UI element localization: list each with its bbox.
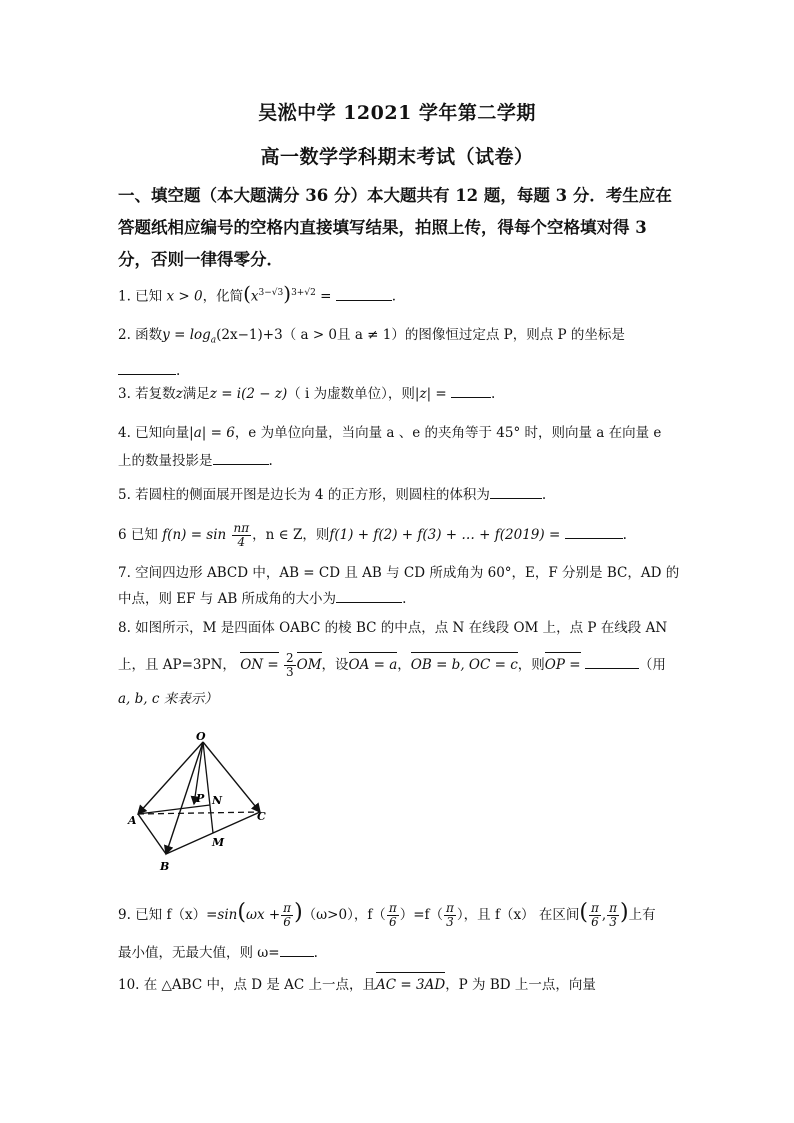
q9-mid: ）=f（ [399, 907, 444, 923]
q1-prefix: 1. 已知 [118, 288, 163, 305]
label-m: M [212, 836, 225, 849]
q6-sum: f(1) + f(2) + f(3) + … + f(2019) = [329, 527, 561, 543]
q10-rest: ，P 为 BD 上一点，向量 [445, 977, 596, 993]
q8-line2-a: 上，且 AP=3PN， [118, 657, 236, 673]
q5-end: . [541, 487, 547, 503]
exam-title-line1: 吴淞中学 12021 学年第二学期 [258, 102, 536, 124]
q9-end1: 上有 [628, 907, 656, 923]
answer-blank[interactable] [118, 362, 176, 375]
q9-n2: π [446, 901, 454, 915]
q9-d4: 3 [609, 915, 617, 929]
q3-eq: z = i(2 − z) [209, 386, 288, 402]
q4-line2: 上的数量投影是 [118, 453, 213, 469]
answer-blank[interactable] [585, 656, 639, 669]
q8-line1: 8. 如图所示，M 是四面体 OABC 的棱 BC 的中点，点 N 在线段 OM 上，点 P 在线段 AN [118, 620, 668, 636]
q9-sin: sin [217, 907, 238, 923]
q9-frac-e [607, 902, 619, 929]
q8-line3: a, b, c 来表示） [118, 691, 218, 707]
q9-d3: 6 [591, 915, 599, 929]
q9-line2: 最小值，无最大值，则 ω= [118, 945, 280, 961]
answer-blank[interactable] [451, 385, 491, 398]
question-4 [118, 423, 678, 471]
q3-abs: |z| = [414, 386, 447, 402]
q4-rest: ，e 为单位向量，当向量 a 、e 的夹角等于 45° 时，则向量 a 在向量 e [234, 425, 662, 441]
q6-fraction [232, 522, 252, 549]
q1-end: . [391, 288, 396, 305]
label-a: A [128, 814, 137, 827]
q1-mid: ，化简 [202, 288, 244, 305]
section-heading: 一、填空题（本大题满分 36 分）本大题共有 12 题，每题 3 分．考生应在答题纸相应编号的空格内直接填写结果，拍照上传，得每个空格填对得 3 分，否则一律得零分． [118, 186, 672, 269]
q4-abs: |a| = 6 [189, 425, 235, 441]
q8-on: ON = [240, 657, 279, 673]
q2-func: y = log [162, 327, 211, 343]
q1-base: x [250, 288, 259, 305]
q9-d2: 3 [446, 915, 454, 929]
q7-line1: 7. 空间四边形 ABCD 中，AB = CD 且 AB 与 CD 所成角为 60°，E，F 分别是 BC，AD 的 [118, 565, 680, 581]
question-6 [118, 522, 678, 549]
question-1: 1. 已知 x > 0，化简$(x^{3-√3})^{3+√2}$ = . [118, 281, 396, 306]
label-c: C [257, 810, 266, 823]
q7-end: . [402, 591, 407, 607]
q9-num: π [283, 901, 292, 915]
q8-num: 2 [286, 651, 294, 665]
q8-line2-d: （用 [638, 657, 666, 673]
label-p: P [196, 792, 205, 805]
question-3 [118, 384, 678, 404]
q10-vec-eq: AC = 3AD [376, 977, 446, 993]
q3-mid1: 满足 [182, 386, 210, 402]
answer-blank[interactable] [336, 288, 392, 301]
q8-fraction [284, 652, 296, 679]
q5-text: 5. 若圆柱的侧面展开图是边长为 4 的正方形，则圆柱的体积为 [118, 487, 490, 503]
question-5 [118, 485, 678, 505]
answer-blank[interactable] [336, 590, 402, 603]
question-2 [118, 325, 678, 381]
q1-exp: 3−√3 [258, 288, 284, 298]
q9-n3: π [590, 901, 599, 915]
q9-den: 6 [283, 915, 291, 929]
q4-end: . [268, 453, 273, 469]
edge-ab [138, 814, 166, 854]
q8-om: OM [296, 657, 322, 673]
q2-end: . [176, 362, 181, 379]
q9-frac-d [589, 902, 601, 929]
q3-end: . [491, 386, 496, 402]
q9-prefix: 9. 已知 f（x）= [118, 907, 218, 923]
answer-blank[interactable] [280, 944, 314, 957]
q7-line2: 中点，则 EF 与 AB 所成角的大小为 [118, 591, 337, 607]
q8-op: OP = [544, 657, 581, 673]
question-7 [118, 563, 678, 609]
q1-eq: = [320, 288, 332, 305]
q9-end: . [313, 945, 318, 961]
q9-frac-b [387, 902, 399, 929]
q3-var: z [175, 386, 183, 402]
q9-frac-c [444, 902, 456, 929]
q6-prefix: 6 已知 [118, 527, 158, 543]
q6-end: . [622, 527, 627, 543]
question-10 [118, 975, 678, 995]
q8-oa: OA = a [348, 657, 398, 673]
answer-blank[interactable] [490, 486, 542, 499]
q9-cond: （ω>0），f（ [302, 907, 386, 923]
q6-func: f(n) = sin [162, 527, 227, 543]
q1-outer-exp: 3+√2 [291, 288, 316, 298]
segment-om [203, 742, 213, 833]
q10-text: 10. 在 △ABC 中，点 D 是 AC 上一点，且 [118, 977, 377, 993]
q6-mid: ，n ∈ Z，则 [252, 527, 330, 543]
edge-oa [138, 742, 203, 814]
q9-n4: π [609, 901, 618, 915]
q2-cond: （ a > 0且 a ≠ 1）的图像恒过定点 P，则点 P 的坐标是 [282, 327, 625, 343]
label-n: N [212, 794, 223, 807]
q3-mid2: （ i 为虚数单位），则 [287, 386, 415, 402]
q9-d1: 6 [388, 915, 397, 929]
question-8: 8. 如图所示，M 是四面体 OABC 的棱 BC 的中点，点 N 在线段 OM 上，点 P 在线段 AN 上，且 AP=3PN， ON = $\frac{2}{3}$ OM，设OA = a，OB = b, OC = c，则OP = （用 a, b, c 来表示） [118, 620, 668, 707]
q9-mid2: ），且 f（x） 在区间 [456, 907, 580, 923]
q2-base: a [210, 335, 217, 346]
q9-arg: ωx + [245, 907, 281, 923]
q4-prefix: 4. 已知向量 [118, 425, 190, 441]
exam-title-line2: 高一数学学科期末考试（试卷） [260, 146, 534, 168]
q1-cond: x > 0 [166, 288, 203, 305]
q9-frac-a [281, 902, 293, 929]
q8-line2-c: ，则 [517, 657, 545, 673]
q9-n1: π [388, 901, 397, 915]
label-b: B [160, 860, 170, 873]
q6-den: 4 [237, 535, 246, 549]
answer-blank[interactable] [565, 526, 623, 539]
answer-blank[interactable] [213, 452, 269, 465]
q2-args: (2x−1)+3 [216, 327, 283, 343]
question-9: 9. 已知 f（x）=sin(ωx + $\frac{\pi}{6}$ )（ω>0），f（ $\frac{\pi}{6}$ ）=f（ $\frac{\pi}{3}$ ），且 f（x） 在区间( $\frac{\pi}{6}$ , $\frac{\pi}{3}$ )上有 最小值，无最大值，则 ω= . [118, 900, 656, 961]
label-o: O [196, 730, 206, 743]
q8-den: 3 [286, 665, 294, 679]
q8-ob: OB = b, OC = c [410, 657, 518, 673]
q2-prefix: 2. 函数 [118, 327, 163, 343]
q3-prefix: 3. 若复数 [118, 386, 176, 402]
tetrahedron-diagram [126, 730, 276, 878]
q8-line2-b: ，设 [321, 657, 349, 673]
q6-num: nπ [233, 521, 250, 535]
